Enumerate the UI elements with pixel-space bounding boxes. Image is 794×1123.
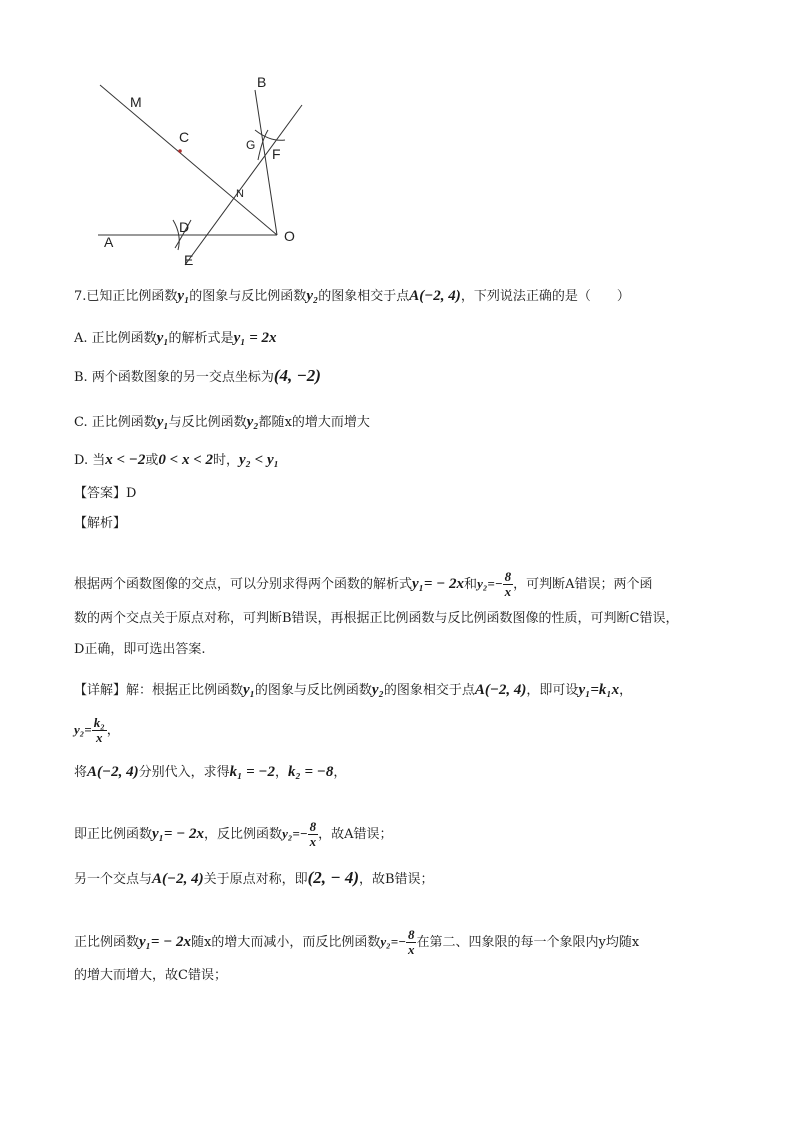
label-c: C bbox=[179, 129, 190, 145]
q7-option-a: A. 正比例函数y₁的解析式是y₁ = 2x bbox=[74, 330, 277, 346]
answer-label: 【答案】D bbox=[74, 486, 137, 501]
geometry-figure bbox=[90, 70, 320, 270]
detail-line-2: y₂= $\frac{\text{k₂}}{x}$ ， bbox=[74, 715, 120, 745]
label-m: M bbox=[130, 94, 142, 110]
analysis-label: 【解析】 bbox=[74, 516, 127, 531]
detail-line-5: 另一个交点与A(−2, 4)关于原点对称，即(2, − 4)，故B错误； bbox=[74, 868, 434, 887]
label-g: G bbox=[246, 138, 256, 152]
q7-stem: 7.已知正比例函数y₁的图象与反比例函数y₂的图象相交于点A(−2, 4)，下列说法正确的是（ ） bbox=[74, 288, 630, 304]
label-d: D bbox=[179, 219, 190, 235]
detail-line-3: 将A(−2, 4)分别代入，求得k₁ = −2，k₂ = −8， bbox=[74, 764, 347, 780]
label-b: B bbox=[257, 74, 267, 90]
detail-line-7: 的增大而增大，故C错误； bbox=[74, 968, 227, 983]
analysis-line-1: 根据两个函数图像的交点，可以分别求得两个函数的解析式y₁= − 2x和y₂=− $\frac{8}{x}$ ，可判断A错误；两个函 bbox=[74, 569, 653, 599]
q7-option-b: B. 两个函数图象的另一交点坐标为(4, −2) bbox=[74, 366, 321, 385]
ray-om bbox=[100, 85, 277, 235]
q7-option-d: D. 当x < −2或0 < x < 2时，y₂ < y₁ bbox=[74, 452, 279, 468]
point-c bbox=[178, 149, 182, 153]
label-o: O bbox=[284, 228, 295, 244]
analysis-line-3: D正确，即可选出答案. bbox=[74, 642, 206, 657]
label-e: E bbox=[184, 252, 194, 268]
label-f: F bbox=[272, 146, 281, 162]
label-a: A bbox=[104, 234, 114, 250]
label-n: N bbox=[236, 188, 244, 200]
analysis-line-2: 数的两个交点关于原点对称，可判断B错误，再根据正比例函数与反比例函数图像的性质，可判断C错误， bbox=[74, 611, 679, 626]
detail-line-4: 即正比例函数y₁= − 2x，反比例函数y₂=− $\frac{8}{x}$ ，故A错误； bbox=[74, 819, 393, 849]
q7-option-c: C. 正比例函数y₁与反比例函数y₂都随x的增大而增大 bbox=[74, 414, 370, 430]
ray-ob bbox=[255, 90, 277, 235]
detail-line-1: 【详解】解：根据正比例函数y₁的图象与反比例函数y₂的图象相交于点A(−2, 4)，即可设y₁=k₁x， bbox=[74, 682, 633, 698]
detail-line-6: 正比例函数y₁= − 2x随x的增大而减小，而反比例函数y₂=− $\frac{8}{x}$ 在第二、四象限的每一个象限内y均随x bbox=[74, 927, 640, 957]
